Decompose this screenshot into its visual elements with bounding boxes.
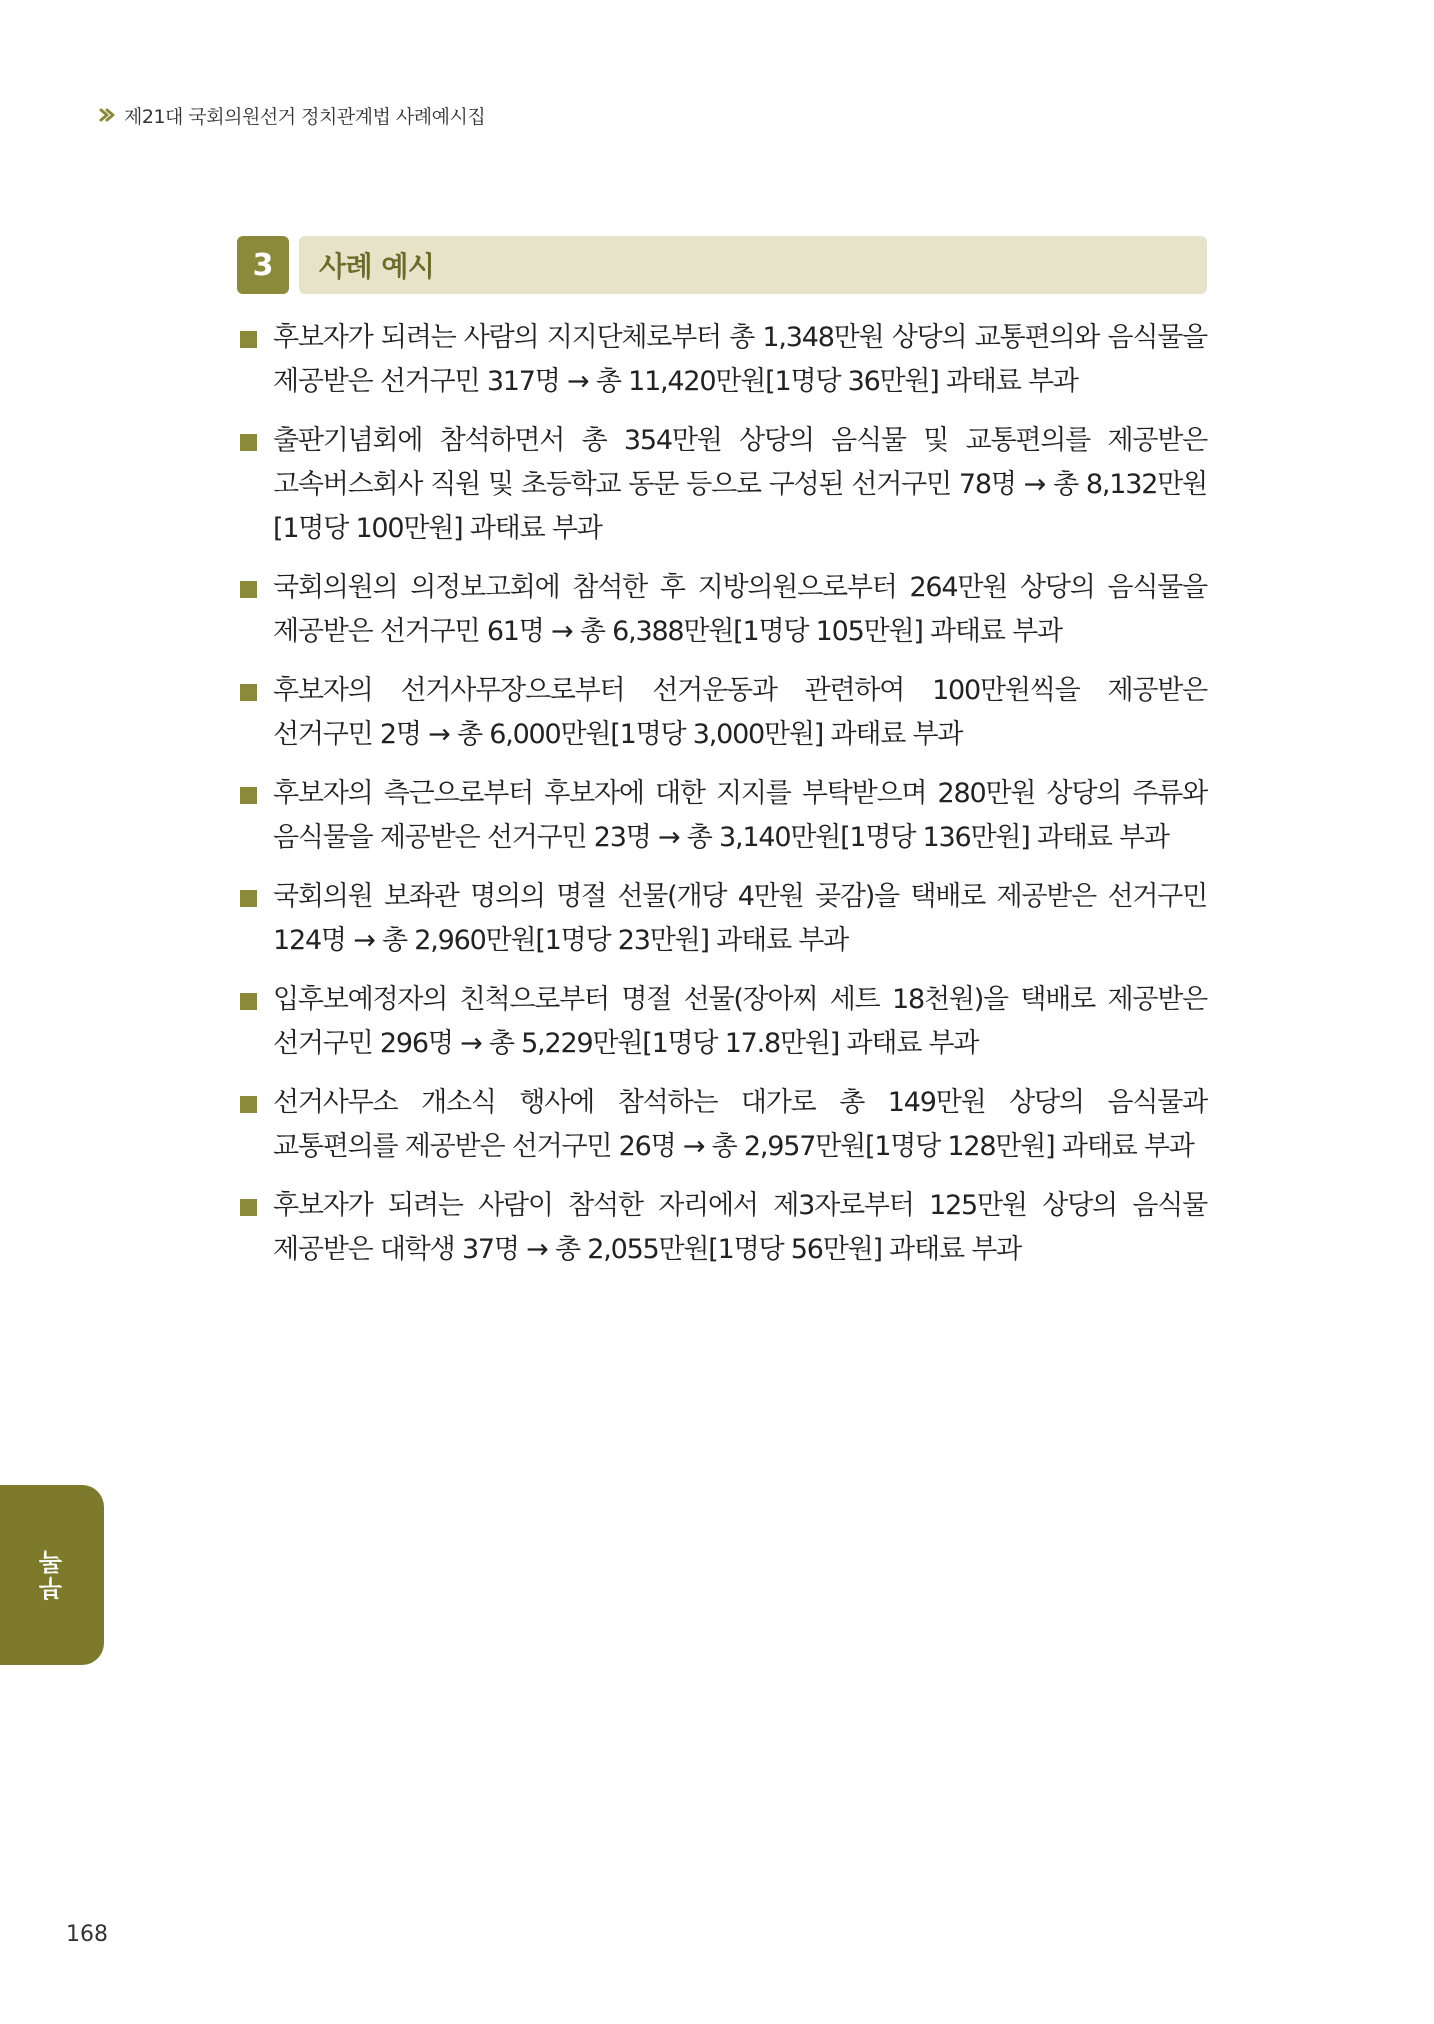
case-text: 후보자가 되려는 사람이 참석한 자리에서 제3자로부터 125만원 상당의 음식물 제공받은 대학생 37명 → 총 2,055만원[1명당 56만원] 과태료 부과: [273, 1190, 1207, 1265]
case-text: 후보자의 측근으로부터 후보자에 대한 지지를 부탁받으며 280만원 상당의 주류와 음식물을 제공받은 선거구민 23명 → 총 3,140만원[1명당 136만원] 과태료 부과: [273, 778, 1207, 853]
square-bullet-icon: [240, 890, 257, 907]
case-item: [237, 1081, 1207, 1169]
case-text: 입후보예정자의 친척으로부터 명절 선물(장아찌 세트 18천원)을 택배로 제공받은 선거구민 296명 → 총 5,229만원[1명당 17.8만원] 과태료 부과: [273, 984, 1207, 1059]
case-text: 출판기념회에 참석하면서 총 354만원 상당의 음식물 및 교통편의를 제공받은 고속버스회사 직원 및 초등학교 동문 등으로 구성된 선거구민 78명 → 총 8,132만원 [1명당 100만원] 과태료 부과: [273, 425, 1207, 544]
square-bullet-icon: [240, 787, 257, 804]
running-header: [98, 100, 485, 130]
case-text: 국회의원 보좌관 명의의 명절 선물(개당 4만원 곶감)을 택배로 제공받은 선거구민 124명 → 총 2,960만원[1명당 23만원] 과태료 부과: [273, 881, 1207, 956]
arrow-right-icon: [98, 106, 116, 124]
case-item: [237, 875, 1207, 963]
appendix-side-tab: [0, 1485, 104, 1665]
case-item: [237, 316, 1207, 404]
case-item: [237, 419, 1207, 551]
section-number: 3: [237, 236, 289, 294]
case-item: [237, 1184, 1207, 1272]
square-bullet-icon: [240, 434, 257, 451]
case-item: [237, 566, 1207, 654]
case-list: [237, 316, 1207, 1287]
section-header: [237, 236, 1207, 294]
square-bullet-icon: [240, 1096, 257, 1113]
case-item: [237, 978, 1207, 1066]
case-text: 후보자가 되려는 사람의 지지단체로부터 총 1,348만원 상당의 교통편의와 음식물을 제공받은 선거구민 317명 → 총 11,420만원[1명당 36만원] 과태료 부과: [273, 322, 1207, 397]
section-title: 사례 예시: [299, 236, 1207, 294]
square-bullet-icon: [240, 1199, 257, 1216]
case-text: 후보자의 선거사무장으로부터 선거운동과 관련하여 100만원씩을 제공받은 선거구민 2명 → 총 6,000만원[1명당 3,000만원] 과태료 부과: [273, 675, 1207, 750]
square-bullet-icon: [240, 684, 257, 701]
case-text: 선거사무소 개소식 행사에 참석하는 대가로 총 149만원 상당의 음식물과 교통편의를 제공받은 선거구민 26명 → 총 2,957만원[1명당 128만원] 과태료 부과: [273, 1087, 1207, 1162]
case-item: [237, 669, 1207, 757]
case-text: 국회의원의 의정보고회에 참석한 후 지방의원으로부터 264만원 상당의 음식물을 제공받은 선거구민 61명 → 총 6,388만원[1명당 105만원] 과태료 부과: [273, 572, 1207, 647]
page-number: 168: [66, 1922, 108, 1947]
case-item: [237, 772, 1207, 860]
side-tab-label: 부록: [38, 1549, 67, 1601]
running-header-title: 제21대 국회의원선거 정치관계법 사례예시집: [124, 105, 486, 128]
square-bullet-icon: [240, 993, 257, 1010]
square-bullet-icon: [240, 331, 257, 348]
square-bullet-icon: [240, 581, 257, 598]
